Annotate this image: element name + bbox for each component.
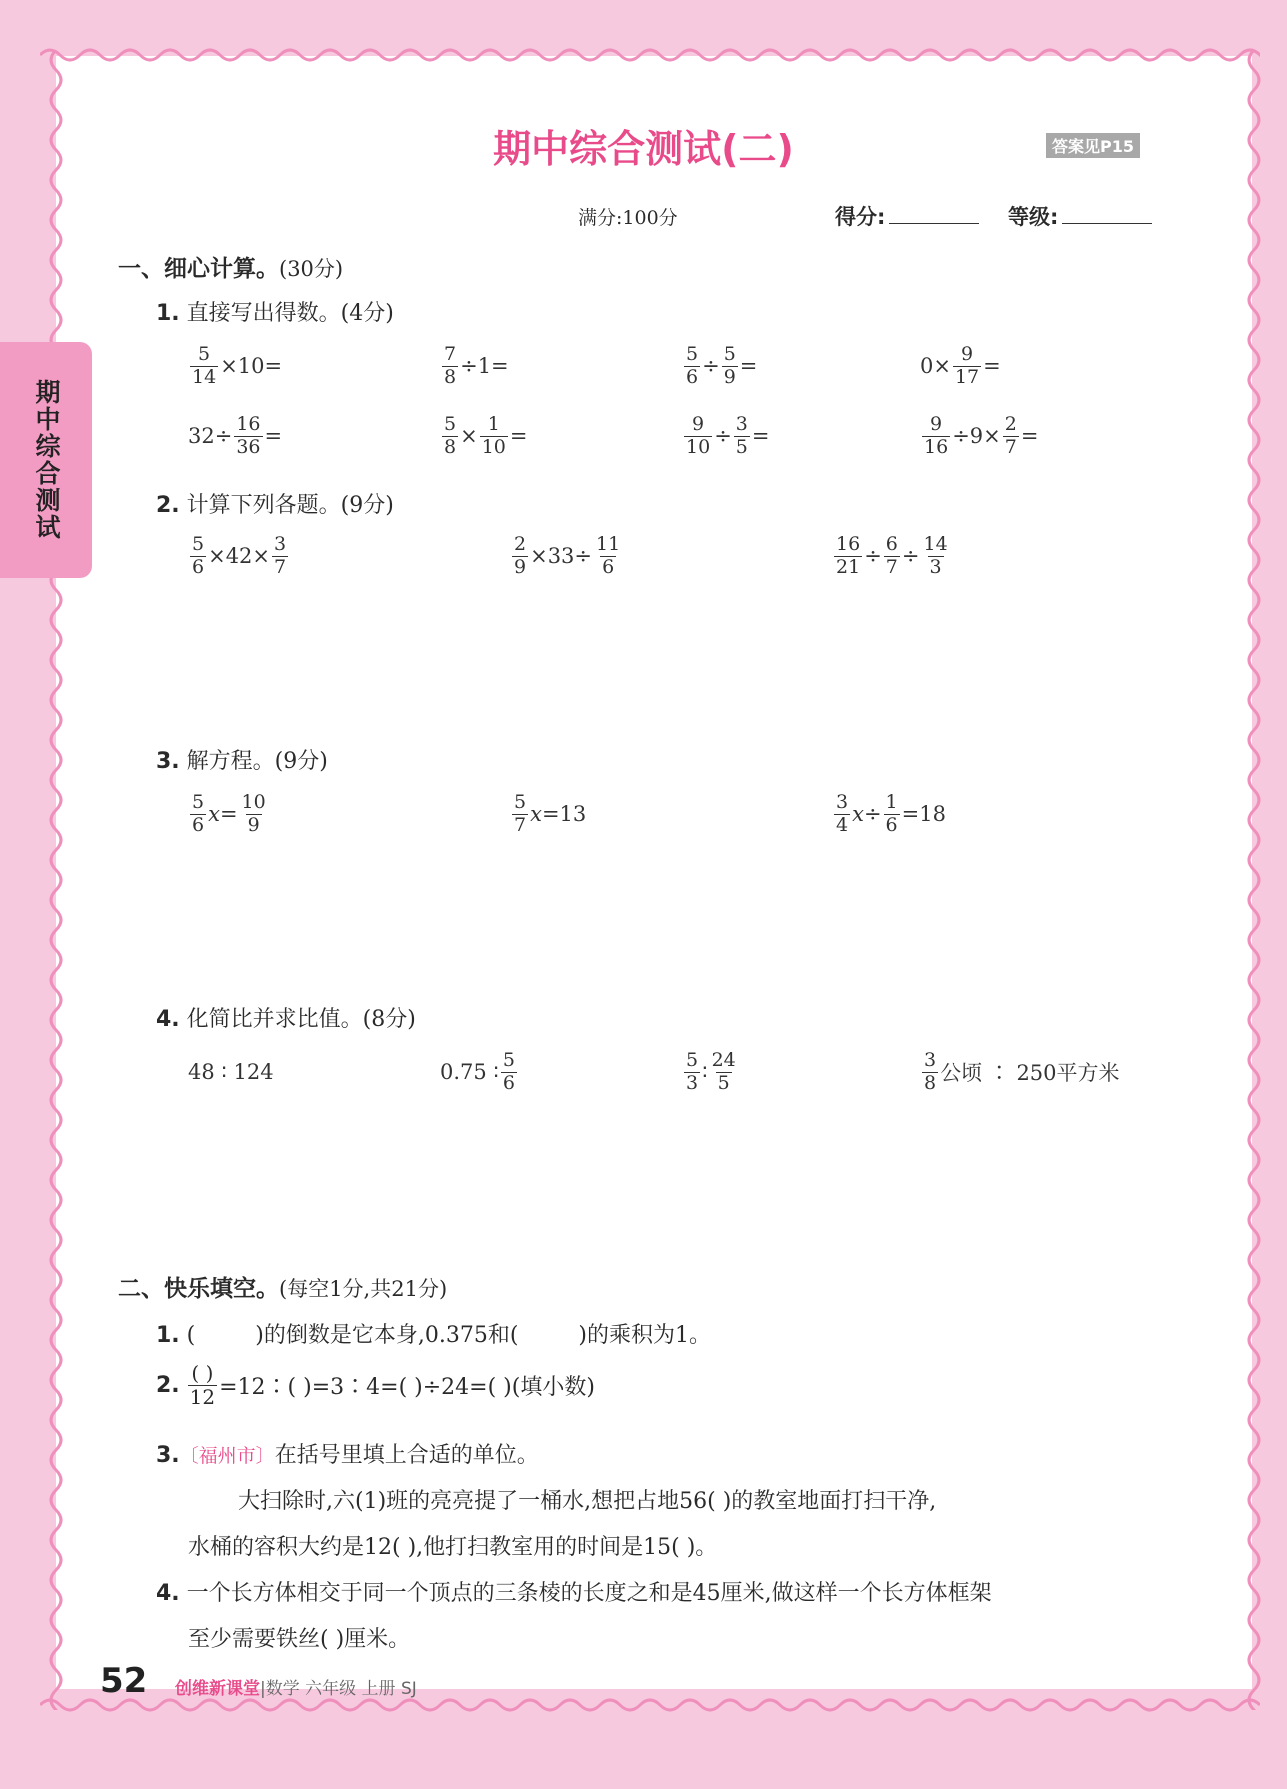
grade-blank[interactable]: [1062, 205, 1152, 224]
side-tab: [0, 342, 92, 578]
section-2-title: 二、快乐填空。: [118, 1276, 279, 1302]
footer-brand: 创维新课堂: [175, 1679, 260, 1699]
answer-reference-badge: 答案见P15: [1046, 133, 1140, 158]
expr-1-1-f: $\frac{5}{8}$ × $\frac{1}{10}$ =: [444, 413, 528, 458]
question-text: 计算下列各题。(9分): [186, 493, 394, 518]
ratio-1-4-d: $\frac{3}{8}$ 公顷 ∶ 250平方米: [924, 1049, 1120, 1094]
question-number: 2.: [156, 1373, 180, 1398]
question-number: 4.: [156, 1007, 180, 1032]
section-2-heading: [118, 1270, 447, 1303]
question-2-3-line1: 大扫除时,六(1)班的亮亮提了一桶水,想把占地56( )的教室地面打扫干净,: [238, 1489, 937, 1514]
question-number: 1.: [156, 301, 180, 326]
blank-open: (: [186, 1323, 196, 1348]
question-2-4: [156, 1576, 992, 1607]
question-2-3-line2: 水桶的容积大约是12( ),他打扫教室用的时间是15( )。: [188, 1535, 718, 1560]
expr-1-1-b: $\frac{7}{8}$ ÷1=: [444, 343, 509, 388]
expr-1-2-c: $\frac{16}{21}$ ÷ $\frac{6}{7}$ ÷ $\frac{14}{3}$: [836, 533, 948, 578]
expr-1-1-d: 0× $\frac{9}{17}$ =: [920, 343, 1001, 388]
wavy-border-right: [1242, 50, 1266, 1710]
question-text: )的乘积为1。: [578, 1323, 712, 1348]
region-tag: 〔福州市〕: [179, 1445, 275, 1467]
question-number: 3.: [156, 1443, 180, 1468]
question-number: 1.: [156, 1323, 180, 1348]
question-text: 化简比并求比值。(8分): [186, 1007, 416, 1032]
score-field: [835, 201, 979, 231]
ratio-1-4-b: 0.75 ∶ $\frac{5}{6}$: [440, 1049, 515, 1094]
question-2-4-line2: 至少需要铁丝( )厘米。: [188, 1627, 411, 1652]
question-text: 一个长方体相交于同一个顶点的三条棱的长度之和是45厘米,做这样一个长方体框架: [186, 1581, 992, 1606]
question-number: 2.: [156, 493, 180, 518]
question-text: 在括号里填上合适的单位。: [274, 1443, 539, 1468]
question-number: 4.: [156, 1581, 180, 1606]
wavy-border-top: [40, 40, 1260, 70]
question-text: 直接写出得数。(4分): [186, 301, 394, 326]
full-score: 满分:100分: [578, 207, 678, 229]
expr-1-1-a: $\frac{5}{14}$ ×10=: [192, 343, 283, 388]
page-number: 52: [100, 1661, 148, 1701]
question-text: 解方程。(9分): [186, 749, 328, 774]
question-2-1: [156, 1318, 711, 1349]
footer-info: [175, 1674, 417, 1699]
ratio-1-4-a: 48 ∶ 124: [188, 1060, 274, 1084]
section-1-heading: [118, 250, 343, 283]
question-text: )的倒数是它本身,0.375和(: [255, 1323, 519, 1348]
score-blank[interactable]: [889, 205, 979, 224]
fraction-denominator: 12: [189, 1385, 216, 1409]
question-1-4: [156, 1002, 416, 1033]
score-label: 得分:: [835, 205, 886, 229]
question-1-3: [156, 744, 328, 775]
question-2-2: [156, 1362, 595, 1409]
section-1-points: (30分): [279, 257, 344, 281]
footer-details: |数学 六年级 上册 SJ: [260, 1679, 417, 1699]
side-tab-label: 期中综合测试: [32, 379, 61, 541]
expr-1-1-g: $\frac{9}{10}$ ÷ $\frac{3}{5}$ =: [686, 413, 770, 458]
page-title: 期中综合测试(二): [493, 127, 794, 171]
wavy-border-left: [44, 50, 68, 1710]
expr-1-2-a: $\frac{5}{6}$ ×42× $\frac{3}{7}$: [192, 533, 287, 578]
section-1-title: 一、细心计算。: [118, 256, 279, 282]
section-2-points: (每空1分,共21分): [279, 1277, 448, 1301]
grade-label: 等级:: [1008, 205, 1059, 229]
question-1-1: [156, 296, 394, 327]
question-text: =12∶( )=3∶4=( )÷24=( )(填小数): [219, 1375, 595, 1400]
ratio-1-4-c: $\frac{5}{3}$ ∶ $\frac{24}{5}$: [686, 1049, 736, 1094]
question-1-2: [156, 488, 394, 519]
expr-1-1-e: 32÷ $\frac{16}{36}$ =: [188, 413, 283, 458]
expr-1-1-h: $\frac{9}{16}$ ÷9× $\frac{2}{7}$ =: [924, 413, 1039, 458]
question-2-3: [156, 1438, 539, 1469]
fraction-numerator: ( ): [191, 1361, 214, 1385]
expr-1-2-b: $\frac{2}{9}$ ×33÷ $\frac{11}{6}$: [514, 533, 621, 578]
grade-field: [1008, 201, 1152, 231]
question-number: 3.: [156, 749, 180, 774]
expr-1-1-c: $\frac{5}{6}$ ÷ $\frac{5}{9}$ =: [686, 343, 758, 388]
fraction-blank[interactable]: [188, 1362, 217, 1409]
equation-1-3-b: $\frac{5}{7}$ x =13: [514, 791, 587, 836]
equation-1-3-c: $\frac{3}{4}$ x ÷ $\frac{1}{6}$ =18: [836, 791, 946, 836]
equation-1-3-a: $\frac{5}{6}$ x = $\frac{10}{9}$: [192, 791, 266, 836]
